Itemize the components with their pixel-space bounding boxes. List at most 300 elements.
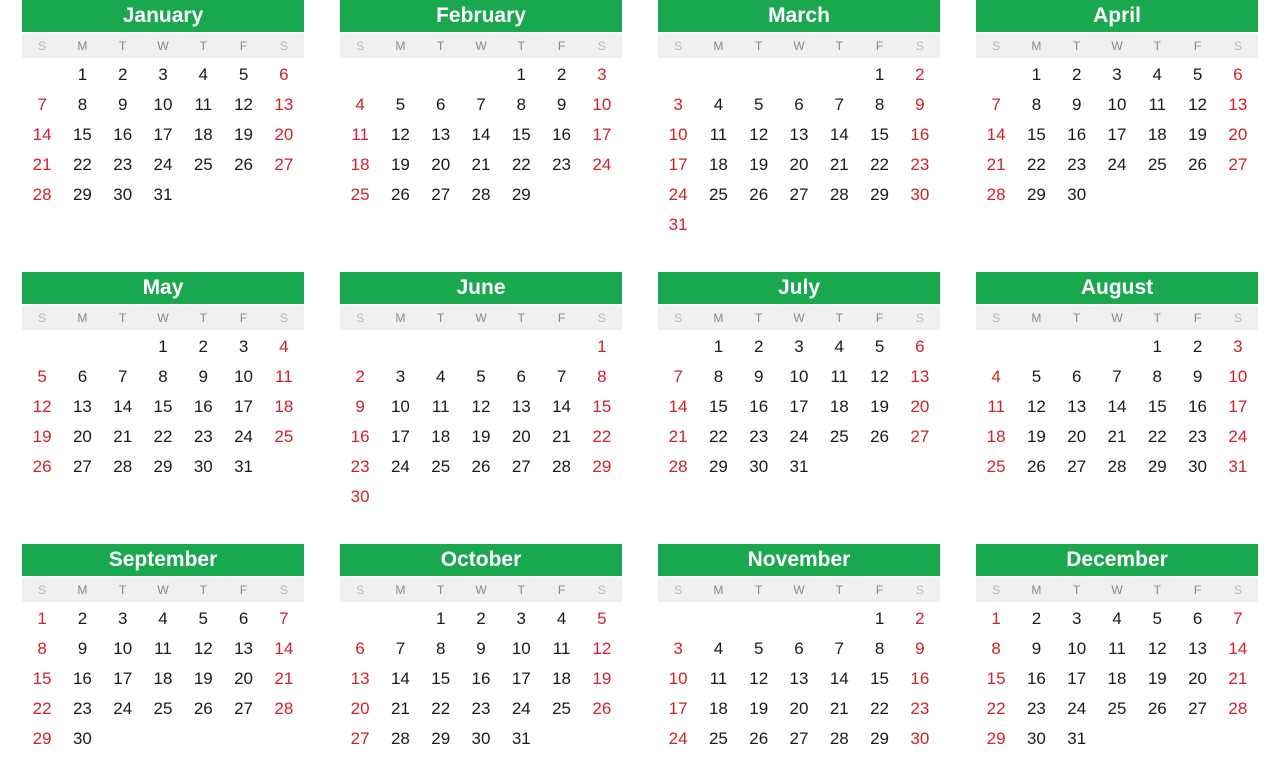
empty-cell: [658, 332, 698, 362]
day-cell: 21: [986, 155, 1006, 174]
day-cell: 29: [72, 185, 92, 204]
day-cell: 17: [1228, 397, 1248, 416]
day-cell: 8: [1152, 367, 1163, 386]
day-cell: 7: [1233, 609, 1243, 628]
weekday-label: S: [992, 39, 1001, 53]
day-cell: 1: [1031, 65, 1042, 84]
empty-cell: [340, 60, 380, 90]
day-cell: 15: [708, 397, 728, 416]
day-cell: 27: [789, 185, 809, 204]
day-cell: 3: [597, 65, 607, 84]
weekday-header-row: [658, 34, 940, 58]
day-cell: 17: [592, 125, 612, 144]
day-cell: 17: [1107, 125, 1127, 144]
day-cell: 3: [1071, 609, 1082, 628]
weekday-label: F: [875, 583, 884, 597]
day-cell: 5: [198, 609, 209, 628]
weekday-label: S: [992, 583, 1001, 597]
weekday-label: S: [674, 311, 683, 325]
day-cell: 15: [1147, 397, 1167, 416]
day-cell: 15: [153, 397, 173, 416]
day-cell: 26: [749, 729, 769, 748]
day-cell: 10: [789, 367, 809, 386]
empty-cell: [739, 604, 779, 634]
day-cell: 12: [1188, 95, 1208, 114]
weekday-label: S: [597, 311, 606, 325]
month-title: November: [658, 544, 940, 576]
day-cell: 25: [431, 457, 451, 476]
day-cell: 3: [395, 367, 406, 386]
day-grid: [976, 58, 1258, 210]
weekday-label: T: [199, 583, 207, 597]
weekday-label: T: [1073, 583, 1081, 597]
day-cell: 10: [153, 95, 173, 114]
day-cell: 18: [708, 155, 728, 174]
month-april: [976, 0, 1258, 240]
day-cell: 28: [32, 185, 52, 204]
month-september: [22, 544, 304, 784]
empty-cell: [779, 60, 819, 90]
day-cell: 4: [991, 367, 1001, 386]
day-cell: 31: [1067, 729, 1087, 748]
day-grid: [340, 58, 622, 210]
empty-cell: [22, 60, 62, 90]
day-cell: 2: [753, 337, 764, 356]
empty-cell: [421, 60, 461, 90]
empty-cell: [380, 604, 420, 634]
day-cell: 22: [708, 427, 728, 446]
month-title: April: [976, 0, 1258, 32]
weekday-label: F: [239, 311, 248, 325]
day-cell: 15: [986, 669, 1006, 688]
day-cell: 14: [668, 397, 688, 416]
weekday-label: T: [119, 311, 127, 325]
day-cell: 22: [32, 699, 52, 718]
day-cell: 4: [158, 609, 168, 628]
day-cell: 3: [794, 337, 804, 356]
weekday-label: M: [1031, 583, 1042, 597]
month-title: February: [340, 0, 622, 32]
weekday-label: S: [1233, 583, 1242, 597]
empty-cell: [461, 332, 501, 362]
day-cell: 4: [1112, 609, 1122, 628]
day-cell: 16: [910, 669, 930, 688]
day-cell: 8: [874, 95, 885, 114]
day-cell: 19: [193, 669, 213, 688]
weekday-label: W: [475, 311, 487, 325]
day-cell: 2: [476, 609, 486, 628]
day-cell: 23: [193, 427, 213, 446]
day-cell: 11: [1108, 639, 1126, 658]
day-cell: 20: [234, 669, 254, 688]
day-cell: 17: [1067, 669, 1087, 688]
day-cell: 9: [77, 639, 88, 658]
day-cell: 26: [32, 457, 52, 476]
day-cell: 27: [910, 427, 930, 446]
day-cell: 17: [511, 669, 531, 688]
weekday-label: M: [77, 583, 88, 597]
empty-cell: [380, 332, 420, 362]
day-cell: 1: [597, 337, 607, 356]
day-cell: 6: [1192, 609, 1203, 628]
day-grid: [340, 330, 622, 512]
month-august: [976, 272, 1258, 512]
day-cell: 10: [234, 367, 254, 386]
day-cell: 9: [556, 95, 567, 114]
day-cell: 23: [910, 155, 930, 174]
weekday-label: T: [835, 311, 843, 325]
day-cell: 15: [870, 669, 890, 688]
day-cell: 12: [390, 125, 410, 144]
day-cell: 6: [794, 639, 804, 658]
day-cell: 3: [673, 95, 683, 114]
month-title: October: [340, 544, 622, 576]
weekday-label: T: [755, 311, 763, 325]
day-cell: 20: [1228, 125, 1248, 144]
day-cell: 9: [1031, 639, 1042, 658]
empty-cell: [340, 604, 380, 634]
day-cell: 25: [829, 427, 849, 446]
day-cell: 6: [1071, 367, 1082, 386]
day-grid: [22, 58, 304, 210]
day-cell: 15: [32, 669, 52, 688]
day-cell: 16: [113, 125, 133, 144]
day-cell: 23: [113, 155, 133, 174]
day-grid: [658, 58, 940, 240]
day-cell: 26: [390, 185, 410, 204]
day-cell: 11: [351, 125, 369, 144]
day-cell: 25: [153, 699, 173, 718]
weekday-header-row: [340, 34, 622, 58]
day-cell: 16: [1188, 397, 1208, 416]
weekday-label: T: [119, 39, 127, 53]
day-cell: 2: [556, 65, 567, 84]
day-cell: 28: [552, 457, 572, 476]
day-cell: 4: [435, 367, 446, 386]
day-cell: 13: [910, 367, 930, 386]
empty-cell: [380, 60, 420, 90]
day-cell: 16: [910, 125, 930, 144]
weekday-label: W: [475, 583, 487, 597]
day-cell: 19: [471, 427, 491, 446]
day-cell: 26: [1147, 699, 1167, 718]
day-cell: 7: [395, 639, 406, 658]
day-cell: 20: [72, 427, 92, 446]
day-cell: 20: [789, 699, 809, 718]
weekday-label: W: [1111, 311, 1123, 325]
day-cell: 16: [1067, 125, 1087, 144]
day-cell: 12: [749, 125, 769, 144]
day-cell: 16: [749, 397, 769, 416]
day-cell: 15: [511, 125, 531, 144]
day-cell: 2: [915, 609, 925, 628]
month-title: May: [22, 272, 304, 304]
weekday-label: T: [755, 39, 763, 53]
day-cell: 11: [154, 639, 172, 658]
day-cell: 17: [789, 397, 809, 416]
day-cell: 23: [72, 699, 92, 718]
day-cell: 25: [274, 427, 294, 446]
weekday-label: M: [713, 39, 724, 53]
day-cell: 3: [1233, 337, 1243, 356]
day-cell: 28: [829, 185, 849, 204]
day-cell: 10: [113, 639, 133, 658]
weekday-label: W: [157, 39, 169, 53]
day-cell: 5: [395, 95, 406, 114]
weekday-label: F: [875, 39, 884, 53]
day-cell: 21: [32, 155, 52, 174]
day-cell: 19: [1026, 427, 1046, 446]
day-cell: 6: [355, 639, 365, 658]
weekday-label: W: [475, 39, 487, 53]
day-cell: 13: [789, 125, 809, 144]
day-cell: 17: [668, 155, 688, 174]
day-cell: 7: [279, 609, 289, 628]
day-cell: 2: [915, 65, 925, 84]
weekday-label: F: [239, 39, 248, 53]
day-cell: 21: [471, 155, 491, 174]
day-cell: 5: [1031, 367, 1042, 386]
day-cell: 16: [471, 669, 491, 688]
day-cell: 22: [431, 699, 451, 718]
weekday-header-row: [658, 578, 940, 602]
day-cell: 24: [511, 699, 531, 718]
day-cell: 28: [668, 457, 688, 476]
day-cell: 29: [870, 729, 890, 748]
day-cell: 22: [870, 155, 890, 174]
day-cell: 23: [749, 427, 769, 446]
day-cell: 29: [431, 729, 451, 748]
day-cell: 24: [592, 155, 612, 174]
weekday-label: T: [835, 39, 843, 53]
day-cell: 31: [668, 215, 688, 234]
day-cell: 19: [592, 669, 612, 688]
day-cell: 29: [1026, 185, 1046, 204]
day-cell: 14: [986, 125, 1006, 144]
empty-cell: [22, 332, 62, 362]
day-cell: 4: [713, 95, 724, 114]
day-cell: 5: [1152, 609, 1163, 628]
day-cell: 26: [870, 427, 890, 446]
day-cell: 26: [234, 155, 254, 174]
day-cell: 4: [279, 337, 289, 356]
month-title: August: [976, 272, 1258, 304]
day-cell: 21: [829, 699, 849, 718]
day-cell: 6: [915, 337, 925, 356]
day-cell: 15: [1026, 125, 1046, 144]
day-cell: 14: [390, 669, 410, 688]
day-cell: 16: [193, 397, 213, 416]
day-cell: 10: [390, 397, 410, 416]
day-cell: 11: [275, 367, 293, 386]
day-cell: 30: [1067, 185, 1087, 204]
day-cell: 13: [274, 95, 294, 114]
day-cell: 18: [552, 669, 572, 688]
day-cell: 4: [713, 639, 724, 658]
day-cell: 1: [77, 65, 88, 84]
day-cell: 15: [592, 397, 612, 416]
day-cell: 24: [789, 427, 809, 446]
day-cell: 25: [552, 699, 572, 718]
day-cell: 14: [113, 397, 133, 416]
day-cell: 19: [870, 397, 890, 416]
day-cell: 7: [556, 367, 567, 386]
day-cell: 20: [431, 155, 451, 174]
weekday-label: S: [674, 583, 683, 597]
day-cell: 28: [1107, 457, 1127, 476]
day-cell: 3: [516, 609, 527, 628]
weekday-header-row: [340, 306, 622, 330]
day-cell: 8: [37, 639, 47, 658]
day-cell: 1: [516, 65, 527, 84]
day-grid: [340, 602, 622, 754]
day-cell: 2: [1192, 337, 1203, 356]
day-cell: 2: [77, 609, 88, 628]
day-cell: 3: [238, 337, 249, 356]
day-cell: 1: [874, 65, 885, 84]
weekday-label: F: [557, 583, 566, 597]
day-cell: 11: [709, 669, 728, 688]
day-cell: 18: [431, 427, 451, 446]
day-cell: 6: [238, 609, 249, 628]
empty-cell: [819, 604, 859, 634]
weekday-label: M: [713, 311, 724, 325]
weekday-label: F: [1193, 39, 1202, 53]
day-cell: 5: [238, 65, 249, 84]
day-cell: 6: [279, 65, 289, 84]
day-cell: 9: [753, 367, 764, 386]
day-cell: 19: [1147, 669, 1167, 688]
day-cell: 10: [1228, 367, 1248, 386]
day-cell: 26: [749, 185, 769, 204]
day-cell: 2: [355, 367, 365, 386]
month-may: [22, 272, 304, 512]
day-cell: 11: [987, 397, 1005, 416]
month-title: July: [658, 272, 940, 304]
day-cell: 10: [1067, 639, 1087, 658]
month-november: [658, 544, 940, 784]
month-june: [340, 272, 622, 512]
weekday-label: S: [356, 39, 365, 53]
day-cell: 22: [592, 427, 612, 446]
weekday-label: T: [199, 311, 207, 325]
day-cell: 4: [1152, 65, 1163, 84]
day-cell: 13: [431, 125, 451, 144]
empty-cell: [976, 60, 1016, 90]
day-cell: 23: [1188, 427, 1208, 446]
day-cell: 21: [1107, 427, 1127, 446]
day-cell: 16: [552, 125, 572, 144]
day-cell: 1: [874, 609, 885, 628]
day-cell: 31: [234, 457, 254, 476]
day-cell: 26: [592, 699, 612, 718]
weekday-label: T: [1153, 311, 1161, 325]
day-cell: 5: [476, 367, 486, 386]
day-cell: 10: [1107, 95, 1127, 114]
day-cell: 26: [1026, 457, 1046, 476]
day-cell: 20: [1067, 427, 1087, 446]
day-cell: 12: [870, 367, 890, 386]
day-cell: 13: [234, 639, 254, 658]
day-cell: 12: [1026, 397, 1046, 416]
day-cell: 29: [153, 457, 173, 476]
day-cell: 14: [829, 669, 849, 688]
day-cell: 26: [1188, 155, 1208, 174]
day-cell: 9: [915, 95, 925, 114]
day-cell: 29: [511, 185, 531, 204]
day-cell: 30: [910, 185, 930, 204]
day-cell: 30: [471, 729, 491, 748]
weekday-label: F: [1193, 311, 1202, 325]
day-cell: 12: [749, 669, 769, 688]
day-cell: 15: [870, 125, 890, 144]
day-cell: 6: [435, 95, 446, 114]
day-cell: 20: [910, 397, 930, 416]
weekday-label: T: [437, 311, 445, 325]
day-cell: 4: [198, 65, 209, 84]
day-cell: 5: [753, 95, 764, 114]
day-cell: 31: [1228, 457, 1248, 476]
empty-cell: [698, 60, 738, 90]
day-cell: 28: [986, 185, 1006, 204]
day-cell: 4: [556, 609, 567, 628]
weekday-label: S: [38, 39, 47, 53]
weekday-label: S: [597, 39, 606, 53]
day-cell: 13: [511, 397, 531, 416]
empty-cell: [819, 60, 859, 90]
day-cell: 6: [516, 367, 527, 386]
day-cell: 25: [708, 729, 728, 748]
day-cell: 25: [193, 155, 213, 174]
empty-cell: [1057, 332, 1097, 362]
day-cell: 28: [829, 729, 849, 748]
day-cell: 27: [234, 699, 254, 718]
day-cell: 21: [552, 427, 572, 446]
day-cell: 24: [153, 155, 173, 174]
day-cell: 30: [350, 487, 370, 506]
day-cell: 8: [77, 95, 88, 114]
day-cell: 7: [991, 95, 1001, 114]
day-cell: 10: [668, 125, 688, 144]
day-grid: [22, 602, 304, 754]
day-cell: 14: [552, 397, 572, 416]
day-cell: 27: [431, 185, 451, 204]
weekday-label: S: [915, 39, 924, 53]
day-cell: 11: [709, 125, 728, 144]
empty-cell: [541, 332, 581, 362]
day-cell: 15: [72, 125, 92, 144]
day-cell: 20: [789, 155, 809, 174]
day-cell: 28: [113, 457, 133, 476]
day-cell: 3: [117, 609, 128, 628]
day-cell: 9: [355, 397, 365, 416]
month-title: January: [22, 0, 304, 32]
weekday-label: W: [1111, 583, 1123, 597]
weekday-header-row: [976, 578, 1258, 602]
day-cell: 9: [117, 95, 128, 114]
day-cell: 18: [829, 397, 849, 416]
day-cell: 13: [789, 669, 809, 688]
month-january: [22, 0, 304, 240]
day-cell: 21: [829, 155, 849, 174]
day-cell: 29: [592, 457, 612, 476]
empty-cell: [658, 60, 698, 90]
empty-cell: [103, 332, 143, 362]
day-cell: 20: [274, 125, 294, 144]
day-cell: 27: [1228, 155, 1248, 174]
day-cell: 11: [830, 367, 849, 386]
day-cell: 27: [789, 729, 809, 748]
